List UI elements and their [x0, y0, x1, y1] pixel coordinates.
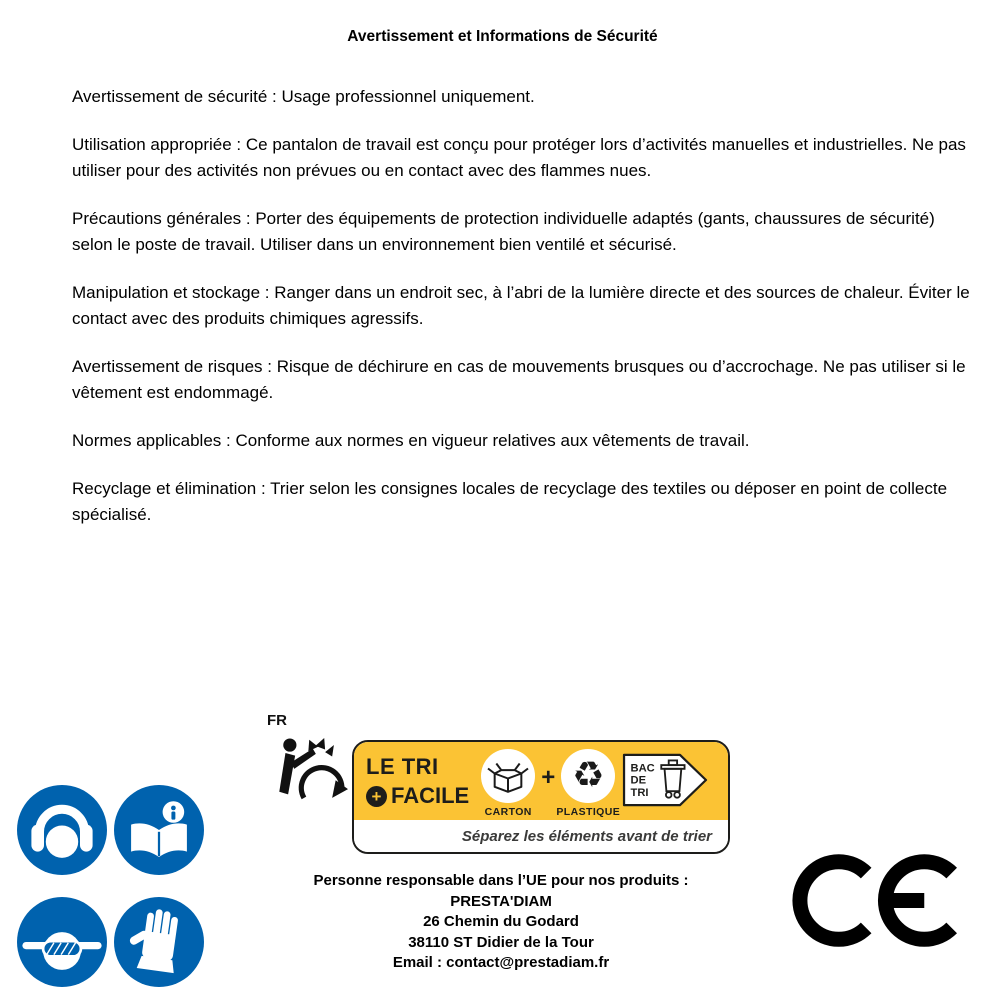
safety-paragraph: Manipulation et stockage : Ranger dans un endroit sec, à l’abri de la lumière directe et des sources de chaleur. Éviter le contact avec des produits chimiques agressifs.	[72, 283, 970, 328]
material-plastique	[557, 749, 619, 818]
bac-de-tri-flag	[621, 753, 709, 807]
wear-ear-protection-icon	[17, 785, 107, 875]
country-code-label: FR	[267, 712, 287, 729]
safety-paragraph: Normes applicables : Conforme aux normes en vigueur relatives aux vêtements de travail.	[72, 431, 750, 450]
svg-text:TRI: TRI	[630, 786, 649, 799]
facile-text: FACILE	[391, 783, 470, 808]
responsible-address-line1: 26 Chemin du Godard	[423, 913, 579, 930]
responsible-email: Email : contact@prestadiam.fr	[392, 954, 610, 971]
responsible-company: PRESTA'DIAM	[450, 892, 552, 910]
wear-protective-gloves-icon	[114, 897, 204, 987]
plus-disc-icon: +	[366, 786, 387, 807]
page-title: Avertissement et Informations de Sécurité	[347, 28, 658, 45]
le-tri-facile-logo	[366, 754, 469, 809]
recycling-arrows-icon: ♻	[561, 749, 615, 803]
safety-paragraph: Utilisation appropriée : Ce pantalon de travail est conçu pour protéger lors d’activités manuelles et industrielles. Ne pas utiliser pour des activités non prévues ou en contact avec des flammes nues.	[72, 135, 966, 180]
responsible-address-line2: 38110 ST Didier de la Tour	[408, 933, 594, 951]
sorting-label-yellow-band	[354, 742, 728, 820]
sorting-instruction-label	[352, 740, 730, 854]
safety-paragraphs	[72, 84, 980, 550]
safety-paragraph: Précautions générales : Porter des équipements de protection individuelle adaptés (gants, chaussures de sécurité) selon le poste de travail. Utiliser dans un environnement bien ventilé et sécurisé.	[72, 209, 935, 254]
mandatory-safety-icons	[17, 785, 204, 987]
sorting-instruction-text: Séparez les éléments avant de trier	[354, 820, 728, 852]
le-tri-text: LE TRI	[366, 754, 439, 779]
plus-separator: +	[541, 764, 556, 791]
safety-paragraph: Recyclage et élimination : Trier selon les consignes locales de recyclage des textiles ou déposer en point de collecte spécialisé.	[72, 479, 948, 524]
carton-box-icon	[481, 749, 535, 803]
safety-paragraph: Avertissement de risques : Risque de déchirure en cas de mouvements brusques ou d’accrochage. Ne pas utiliser si le vêtement est endommagé.	[72, 357, 966, 402]
triman-recycling-icon	[274, 736, 348, 814]
wear-eye-protection-icon	[17, 897, 107, 987]
responsible-heading: Personne responsable dans l’UE pour nos produits :	[313, 872, 689, 889]
svg-text:DE: DE	[630, 774, 647, 787]
svg-text:BAC: BAC	[630, 762, 655, 775]
safety-paragraph: Avertissement de sécurité : Usage professionnel uniquement.	[72, 87, 535, 106]
plastique-caption: PLASTIQUE	[556, 806, 621, 818]
material-carton	[477, 749, 539, 818]
read-instruction-manual-icon	[114, 785, 204, 875]
ce-mark	[792, 852, 974, 949]
carton-caption: CARTON	[484, 806, 532, 818]
eu-responsible-block	[258, 871, 744, 974]
